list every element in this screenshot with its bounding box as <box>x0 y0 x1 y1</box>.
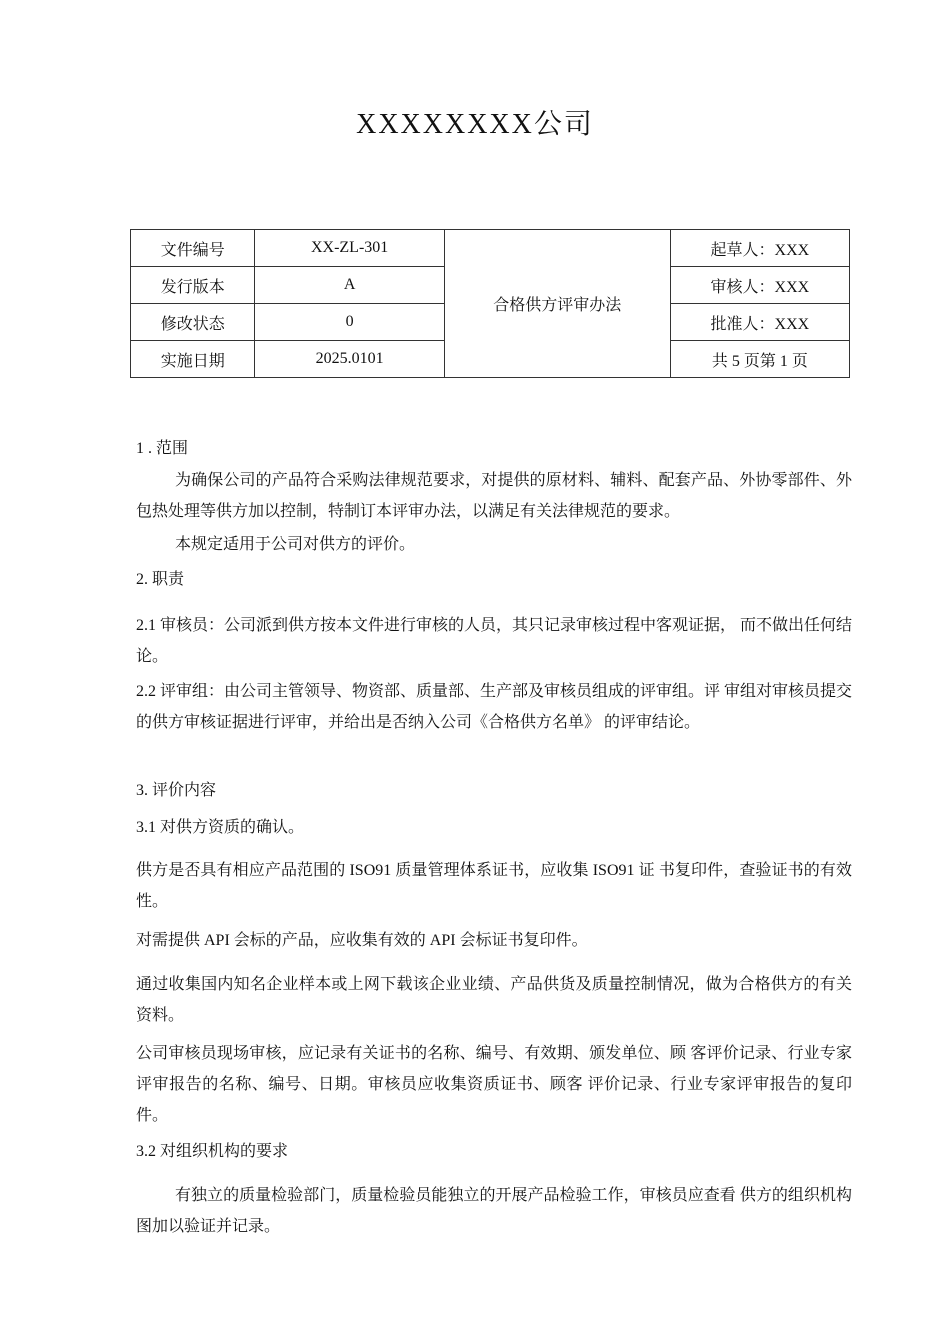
page-title: XXXXXXXX公司 <box>356 109 594 140</box>
section-1-scope: 本规定适用于公司对供方的评价。 <box>175 536 416 553</box>
section-3-1-para-1: 供方是否具有相应产品范围的 ISO91 质量管理体系证书，应收集 ISO91 证 书复印件，查验证书的有效性。 <box>136 862 852 910</box>
doc-name: 合格供方评审办法 <box>444 230 670 378</box>
section-3-1-para-3: 通过收集国内知名企业样本或上网下载该企业业绩、产品供货及质量控制情况，做为合格供方的有关资料。 <box>136 976 852 1024</box>
table-row <box>131 230 850 267</box>
effective-date-label: 实施日期 <box>131 341 255 378</box>
page-info: 共 5 页第 1 页 <box>670 341 849 378</box>
section-2-1: 2.1 审核员：公司派到供方按本文件进行审核的人员，其只记录审核过程中客观证据， 而不做出任何结论。 <box>136 617 853 665</box>
reviewer: 审核人：XXX <box>670 267 849 304</box>
section-3-1-para-2: 对需提供 API 会标的产品，应收集有效的 API 会标证书复印件。 <box>136 932 588 949</box>
section-3-2-heading: 3.2 对组织机构的要求 <box>136 1143 289 1160</box>
section-3-1-para-4: 公司审核员现场审核，应记录有关证书的名称、编号、有效期、颁发单位、顾 客评价记录、行业专家评审报告的名称、编号、日期。审核员应收集资质证书、顾客 评价记录、行业专家评审报告的复印件。 <box>136 1045 852 1124</box>
effective-date-value: 2025.0101 <box>255 341 444 378</box>
section-1-paragraph: 为确保公司的产品符合采购法律规范要求，对提供的原材料、辅料、配套产品、外协零部件、外包热处理等供方加以控制，特制订本评审办法，以满足有关法律规范的要求。 <box>136 472 852 520</box>
section-3-1-heading: 3.1 对供方资质的确认。 <box>136 819 305 836</box>
revision-label: 修改状态 <box>131 304 255 341</box>
version-value: A <box>255 267 444 304</box>
section-2-2: 2.2 评审组：由公司主管领导、物资部、质量部、生产部及审核员组成的评审组。评 审组对审核员提交的供方审核证据进行评审，并给出是否纳入公司《合格供方名单》 的评审结论。 <box>136 683 853 731</box>
section-3-2-para-1: 有独立的质量检验部门，质量检验员能独立的开展产品检验工作，审核员应查看 供方的组织机构图加以验证并记录。 <box>136 1187 852 1235</box>
doc-no-label: 文件编号 <box>131 230 255 267</box>
doc-no-value: XX-ZL-301 <box>255 230 444 267</box>
section-2-heading: 2. 职责 <box>136 571 185 588</box>
drafter: 起草人：XXX <box>670 230 849 267</box>
section-3-heading: 3. 评价内容 <box>136 782 217 799</box>
approver: 批准人：XXX <box>670 304 849 341</box>
section-1-heading: 1 . 范围 <box>136 440 189 457</box>
version-label: 发行版本 <box>131 267 255 304</box>
revision-value: 0 <box>255 304 444 341</box>
document-header-table <box>130 229 850 378</box>
